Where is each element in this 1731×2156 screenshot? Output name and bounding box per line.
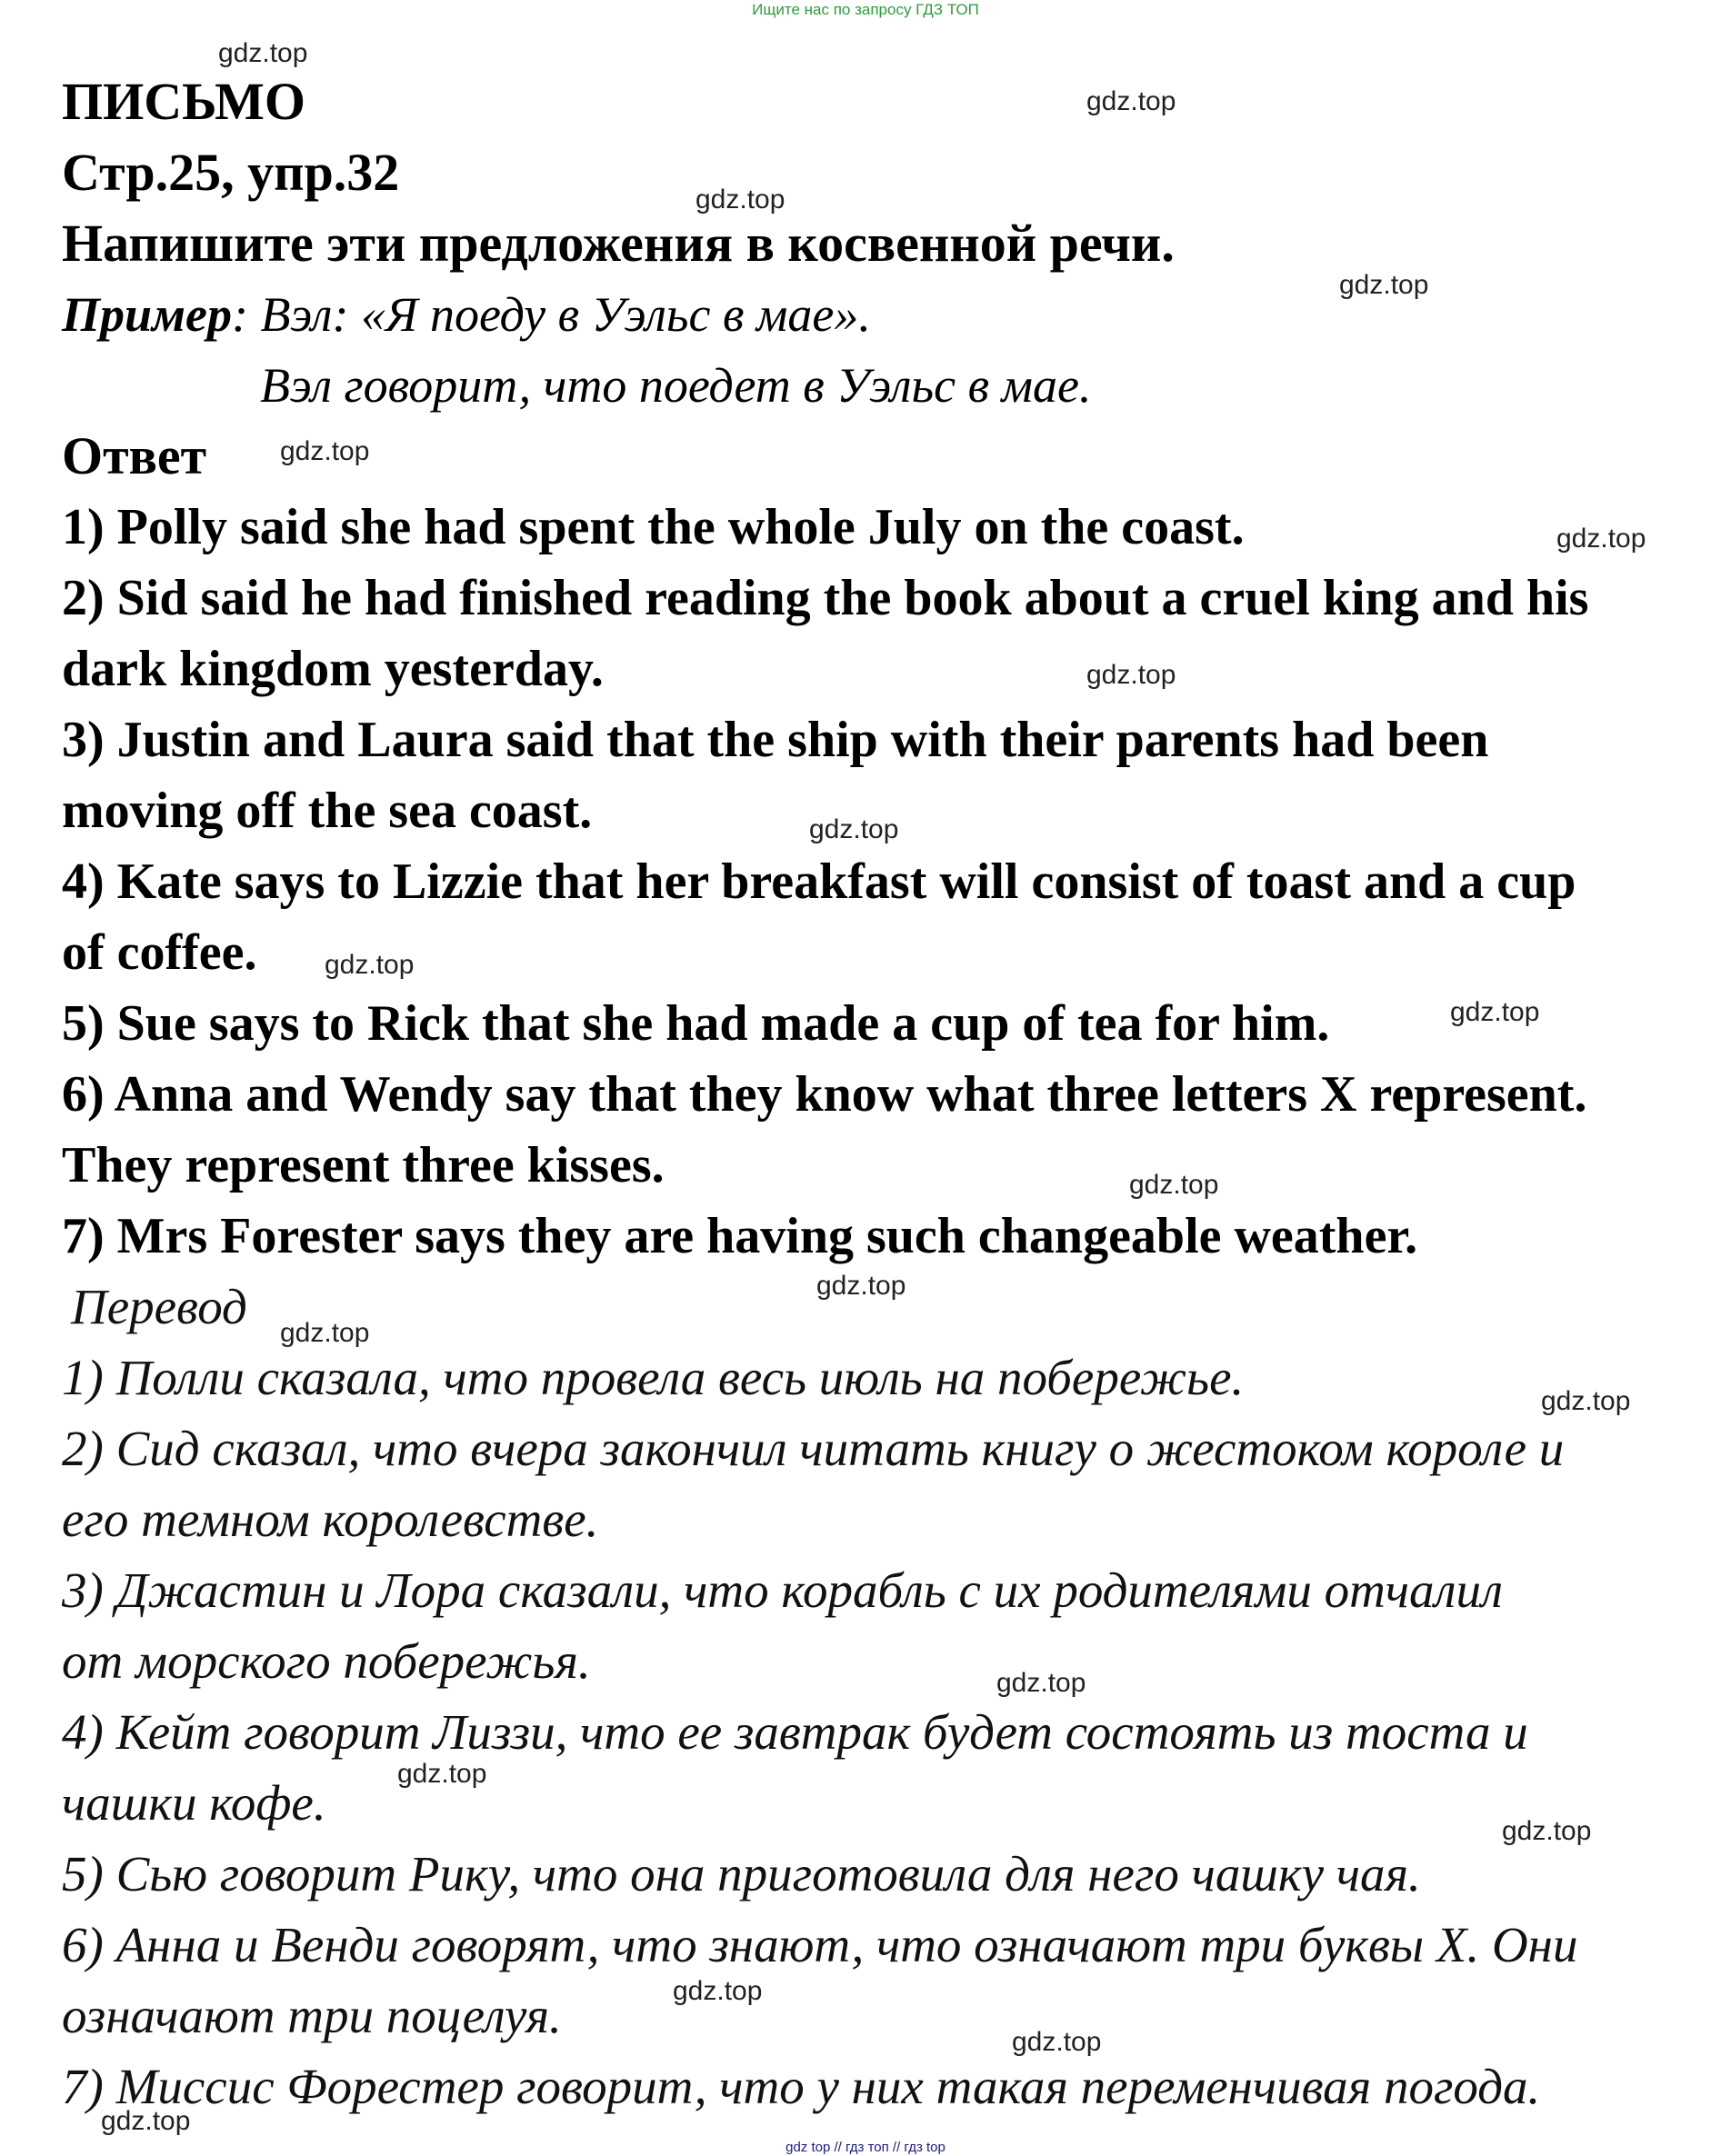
answer-line: 2) Sid said he had finished reading the book about a cruel king and his (62, 570, 1589, 626)
watermark: gdz.top (816, 1271, 906, 1301)
task-instruction: Напишите эти предложения в косвенной речи. (62, 214, 1175, 273)
answer-heading: Ответ (62, 426, 207, 485)
answer-line: 3) Justin and Laura said that the ship with their parents had been (62, 712, 1489, 768)
translation-line: 3) Джастин и Лора сказали, что корабль с их родителями отчалил (62, 1562, 1504, 1618)
watermark: gdz.top (1541, 1386, 1631, 1416)
watermark: gdz.top (397, 1759, 487, 1789)
watermark: gdz.top (673, 1976, 763, 2006)
watermark: gdz.top (218, 38, 308, 68)
footer-text: gdz top // гдз топ // гдз top (785, 2140, 946, 2155)
watermark: gdz.top (1086, 86, 1176, 116)
translation-line: означают три поцелуя. (62, 1988, 562, 2043)
translation-line: 2) Сид сказал, что вчера закончил читать книгу о жестоком короле и (62, 1421, 1565, 1476)
example-colon: : (232, 287, 261, 342)
translation-line: от морского побережья. (62, 1633, 591, 1689)
watermark: gdz.top (1556, 524, 1646, 554)
watermark: gdz.top (1339, 270, 1429, 300)
answer-line: 5) Sue says to Rick that she had made a cup of tea for him. (62, 995, 1330, 1052)
translation-line: 1) Полли сказала, что провела весь июль на побережье. (62, 1350, 1245, 1405)
top-banner: Ищите нас по запросу ГДЗ ТОП (752, 1, 979, 18)
letter-heading: ПИСЬМО (62, 72, 305, 131)
answer-line: dark kingdom yesterday. (62, 641, 604, 697)
example-label: Пример (62, 287, 232, 342)
watermark: gdz.top (1502, 1816, 1592, 1846)
answer-line: They represent three kisses. (62, 1137, 665, 1193)
translation-line: его темном королевстве. (62, 1492, 599, 1547)
translation-line: чашки кофе. (62, 1775, 326, 1831)
translation-line: 5) Сью говорит Рику, что она приготовила для него чашку чая. (62, 1846, 1421, 1901)
watermark: gdz.top (996, 1668, 1086, 1698)
example-line (62, 283, 871, 346)
answer-line: 4) Kate says to Lizzie that her breakfast will consist of toast and a cup (62, 853, 1576, 910)
translation-heading: Перевод (71, 1279, 247, 1334)
watermark: gdz.top (1086, 660, 1176, 690)
watermark: gdz.top (280, 1318, 370, 1348)
translation-line: 6) Анна и Венди говорят, что знают, что означают три буквы X. Они (62, 1917, 1578, 1972)
answer-line: 7) Mrs Forester says they are having such changeable weather. (62, 1208, 1418, 1264)
answer-line: 6) Anna and Wendy say that they know what three letters X represent. (62, 1066, 1587, 1123)
example-answer: Вэл говорит, что поедет в Уэльс в мае. (260, 358, 1092, 413)
answer-line: 1) Polly said she had spent the whole July on the coast. (62, 499, 1245, 555)
watermark: gdz.top (1129, 1170, 1219, 1200)
translation-line: 4) Кейт говорит Лиззи, что ее завтрак будет состоять из тоста и (62, 1704, 1528, 1760)
answer-line: moving off the sea coast. (62, 783, 593, 839)
page-reference: Стр.25, упр.32 (62, 143, 400, 202)
watermark: gdz.top (280, 436, 370, 466)
example-text: Вэл: «Я поеду в Уэльс в мае». (260, 287, 871, 342)
answer-line: of coffee. (62, 924, 257, 981)
watermark: gdz.top (809, 814, 899, 844)
watermark: gdz.top (695, 185, 785, 215)
watermark: gdz.top (325, 950, 415, 980)
watermark: gdz.top (1450, 997, 1540, 1027)
translation-line: 7) Миссис Форестер говорит, что у них такая переменчивая погода. (62, 2059, 1541, 2114)
watermark: gdz.top (1012, 2027, 1102, 2057)
watermark: gdz.top (101, 2106, 191, 2136)
